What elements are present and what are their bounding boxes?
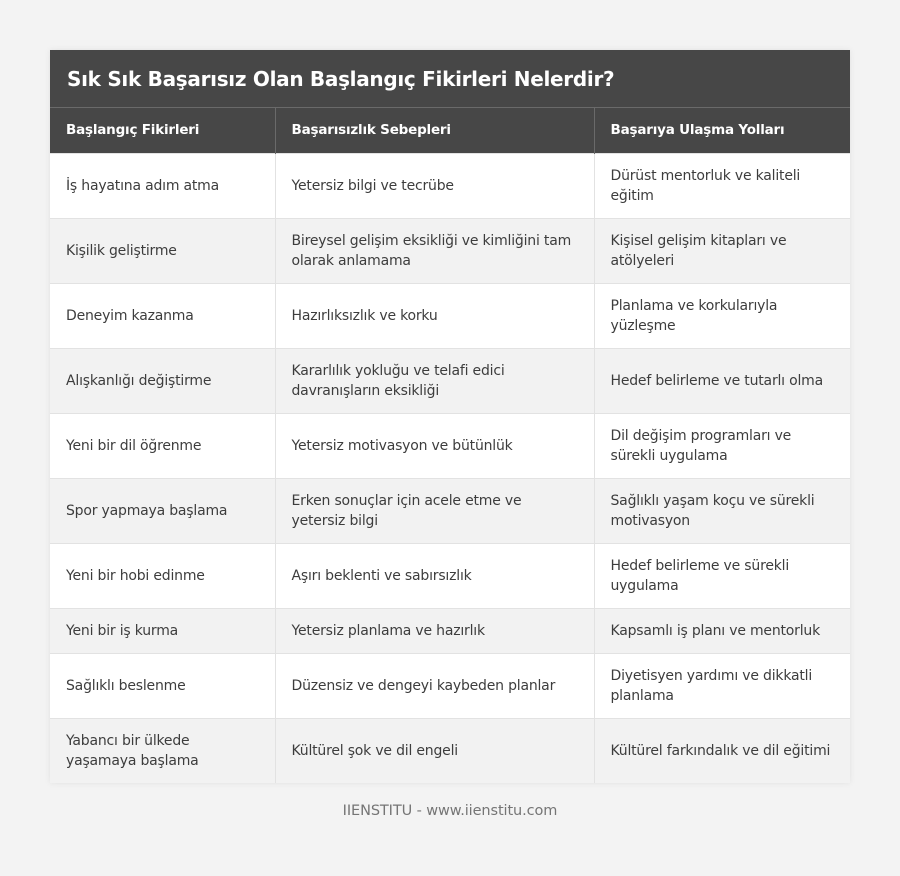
cell-solution: Dürüst mentorluk ve kaliteli eğitim — [594, 153, 850, 218]
cell-reason: Kararlılık yokluğu ve telafi edici davranışların eksikliği — [275, 348, 594, 413]
cell-idea: Yabancı bir ülkede yaşamaya başlama — [50, 718, 275, 783]
cell-solution: Dil değişim programları ve sürekli uygulama — [594, 413, 850, 478]
table-card — [50, 50, 850, 783]
table-row — [50, 543, 850, 608]
column-header-failure-reasons: Başarısızlık Sebepleri — [275, 108, 594, 153]
table-row — [50, 478, 850, 543]
cell-reason: Yetersiz planlama ve hazırlık — [275, 608, 594, 653]
cell-idea: Kişilik geliştirme — [50, 218, 275, 283]
footer-credit: IIENSTITU - www.iienstitu.com — [342, 803, 558, 819]
cell-solution: Kişisel gelişim kitapları ve atölyeleri — [594, 218, 850, 283]
cell-reason: Erken sonuçlar için acele etme ve yetersiz bilgi — [275, 478, 594, 543]
cell-solution: Kapsamlı iş planı ve mentorluk — [594, 608, 850, 653]
cell-solution: Sağlıklı yaşam koçu ve sürekli motivasyon — [594, 478, 850, 543]
column-header-ideas: Başlangıç Fikirleri — [50, 108, 275, 153]
table-title: Sık Sık Başarısız Olan Başlangıç Fikirleri Nelerdir? — [50, 50, 850, 108]
table-row — [50, 653, 850, 718]
table-row — [50, 718, 850, 783]
table-row — [50, 218, 850, 283]
cell-reason: Yetersiz motivasyon ve bütünlük — [275, 413, 594, 478]
cell-reason: Düzensiz ve dengeyi kaybeden planlar — [275, 653, 594, 718]
table-row — [50, 348, 850, 413]
cell-solution: Diyetisyen yardımı ve dikkatli planlama — [594, 653, 850, 718]
cell-idea: İş hayatına adım atma — [50, 153, 275, 218]
cell-idea: Yeni bir iş kurma — [50, 608, 275, 653]
table-row — [50, 283, 850, 348]
cell-solution: Planlama ve korkularıyla yüzleşme — [594, 283, 850, 348]
cell-solution: Kültürel farkındalık ve dil eğitimi — [594, 718, 850, 783]
cell-idea: Yeni bir hobi edinme — [50, 543, 275, 608]
cell-idea: Alışkanlığı değiştirme — [50, 348, 275, 413]
cell-reason: Aşırı beklenti ve sabırsızlık — [275, 543, 594, 608]
table-row — [50, 413, 850, 478]
cell-reason: Kültürel şok ve dil engeli — [275, 718, 594, 783]
cell-reason: Hazırlıksızlık ve korku — [275, 283, 594, 348]
cell-reason: Yetersiz bilgi ve tecrübe — [275, 153, 594, 218]
ideas-table — [50, 108, 850, 783]
cell-idea: Deneyim kazanma — [50, 283, 275, 348]
cell-idea: Sağlıklı beslenme — [50, 653, 275, 718]
cell-reason: Bireysel gelişim eksikliği ve kimliğini tam olarak anlamama — [275, 218, 594, 283]
column-header-success-paths: Başarıya Ulaşma Yolları — [594, 108, 850, 153]
table-row — [50, 153, 850, 218]
cell-idea: Yeni bir dil öğrenme — [50, 413, 275, 478]
table-row — [50, 608, 850, 653]
table-header-row — [50, 108, 850, 153]
cell-solution: Hedef belirleme ve tutarlı olma — [594, 348, 850, 413]
cell-idea: Spor yapmaya başlama — [50, 478, 275, 543]
cell-solution: Hedef belirleme ve sürekli uygulama — [594, 543, 850, 608]
